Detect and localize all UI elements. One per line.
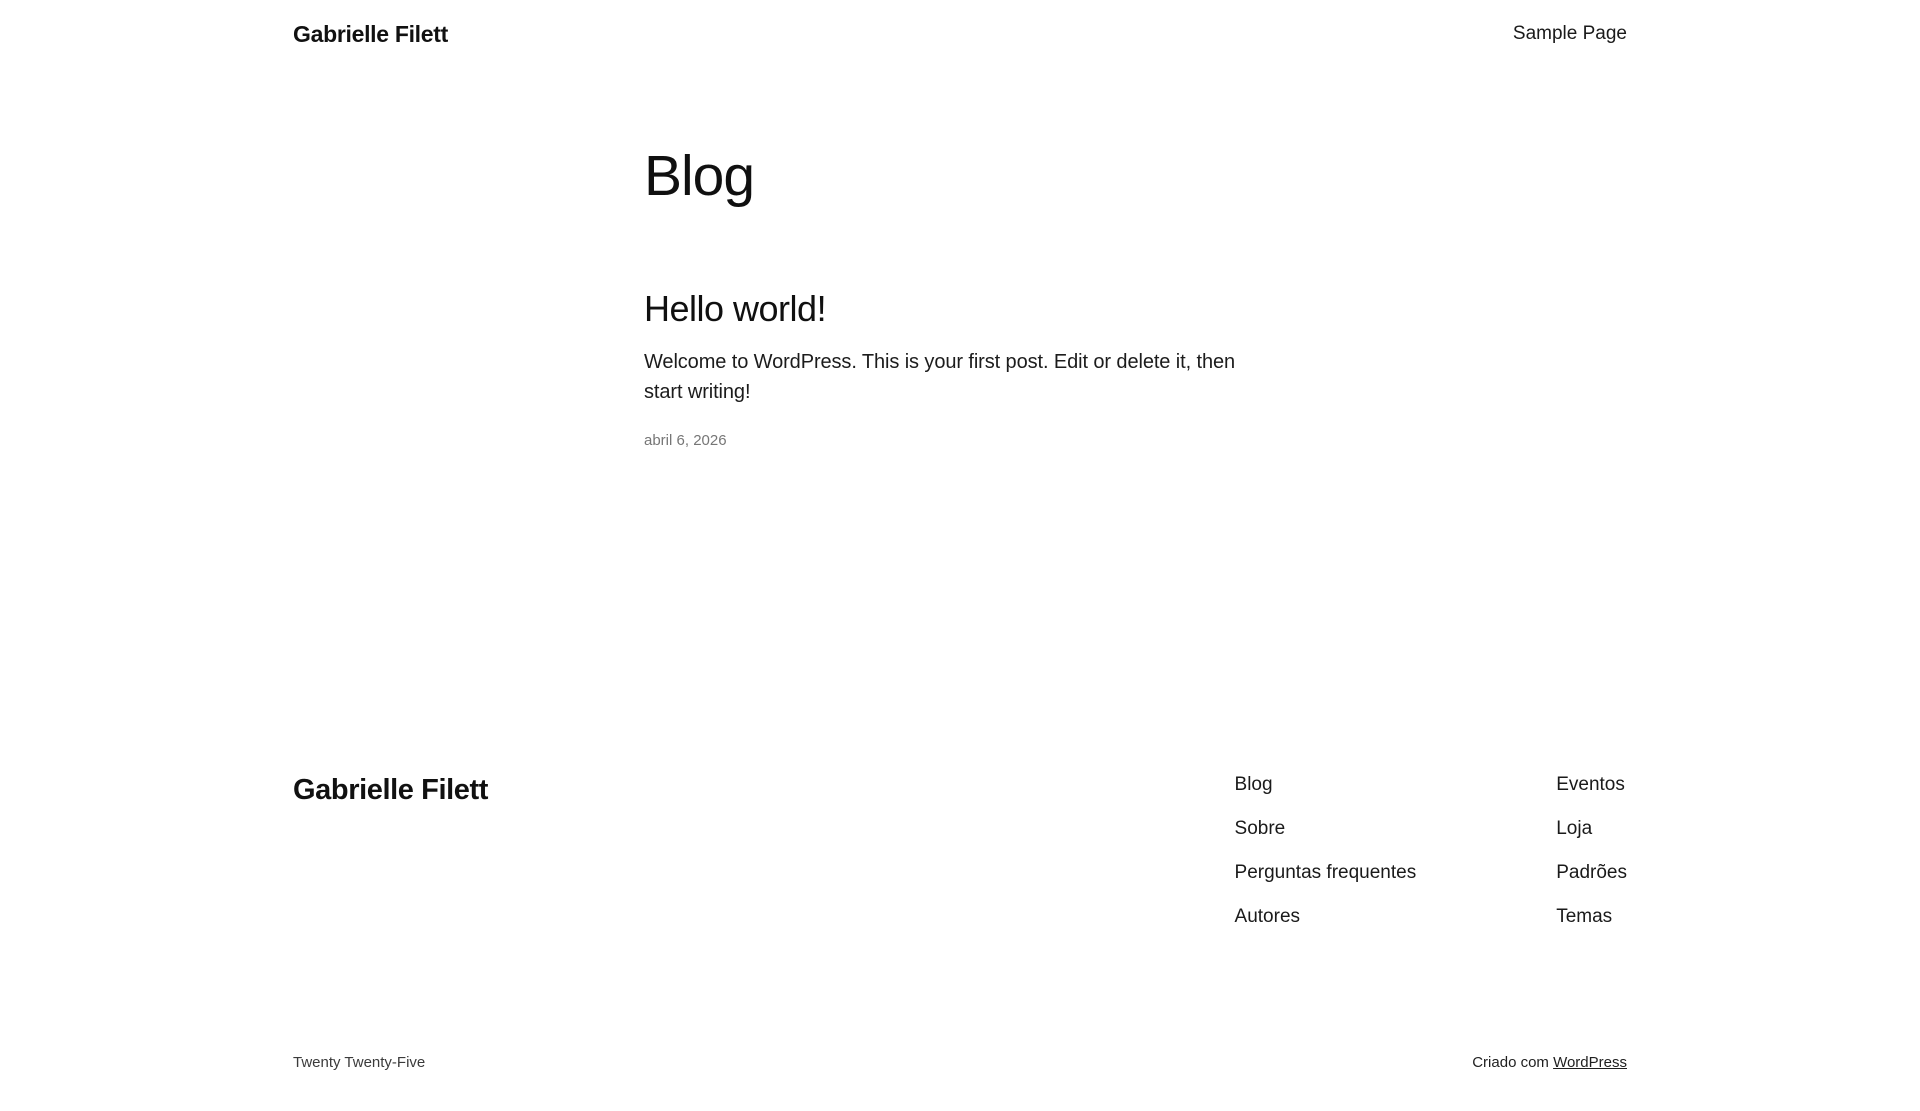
- site-footer: [293, 775, 1627, 1111]
- header-site-title-link[interactable]: Gabrielle Filett: [293, 20, 448, 47]
- post-title-link[interactable]: Hello world!: [644, 288, 827, 329]
- theme-name-link[interactable]: Twenty Twenty-Five: [293, 1053, 426, 1071]
- footer-nav: [1235, 775, 1627, 926]
- main-content: [293, 144, 1627, 450]
- wordpress-credit: [1472, 1054, 1627, 1071]
- footer-nav-item: [1235, 907, 1417, 926]
- footer-nav-item: [1235, 775, 1417, 794]
- footer-top-row: [293, 775, 1627, 926]
- footer-site-title-link[interactable]: Gabrielle Filett: [293, 773, 489, 806]
- footer-nav-link-loja[interactable]: Loja: [1556, 817, 1593, 839]
- post-title: [644, 287, 1276, 330]
- nav-item-sample-page[interactable]: Sample Page: [1512, 23, 1627, 44]
- footer-nav-link-eventos[interactable]: Eventos: [1556, 773, 1625, 795]
- post-date: abril 6, 2026: [644, 432, 727, 450]
- header-nav: [1513, 23, 1627, 45]
- content-column: [644, 144, 1276, 450]
- footer-nav-item: [1556, 907, 1627, 926]
- page-title: Blog: [644, 144, 755, 208]
- footer-nav-column-2: [1556, 775, 1627, 926]
- footer-nav-link-blog[interactable]: Blog: [1234, 773, 1273, 795]
- footer-nav-item: [1556, 775, 1627, 794]
- footer-nav-item: [1556, 863, 1627, 882]
- wordpress-link[interactable]: WordPress: [1553, 1053, 1627, 1071]
- footer-nav-item: [1235, 863, 1417, 882]
- post-excerpt: Welcome to WordPress. This is your first post. Edit or delete it, then start writing!: [644, 351, 1236, 404]
- footer-nav-item: [1235, 819, 1417, 838]
- footer-nav-link-perguntas-frequentes[interactable]: Perguntas frequentes: [1234, 861, 1417, 883]
- footer-nav-column-1: [1235, 775, 1417, 926]
- footer-nav-link-temas[interactable]: Temas: [1556, 905, 1613, 927]
- footer-bottom-row: [293, 1054, 1627, 1111]
- footer-nav-link-padroes[interactable]: Padrões: [1556, 861, 1627, 883]
- site-header: [293, 0, 1627, 48]
- page-container: [293, 0, 1627, 1111]
- footer-nav-link-autores[interactable]: Autores: [1234, 905, 1301, 927]
- post-item: [644, 287, 1276, 450]
- footer-nav-item: [1556, 819, 1627, 838]
- footer-nav-link-sobre[interactable]: Sobre: [1234, 817, 1286, 839]
- credit-prefix: Criado com: [1472, 1053, 1554, 1071]
